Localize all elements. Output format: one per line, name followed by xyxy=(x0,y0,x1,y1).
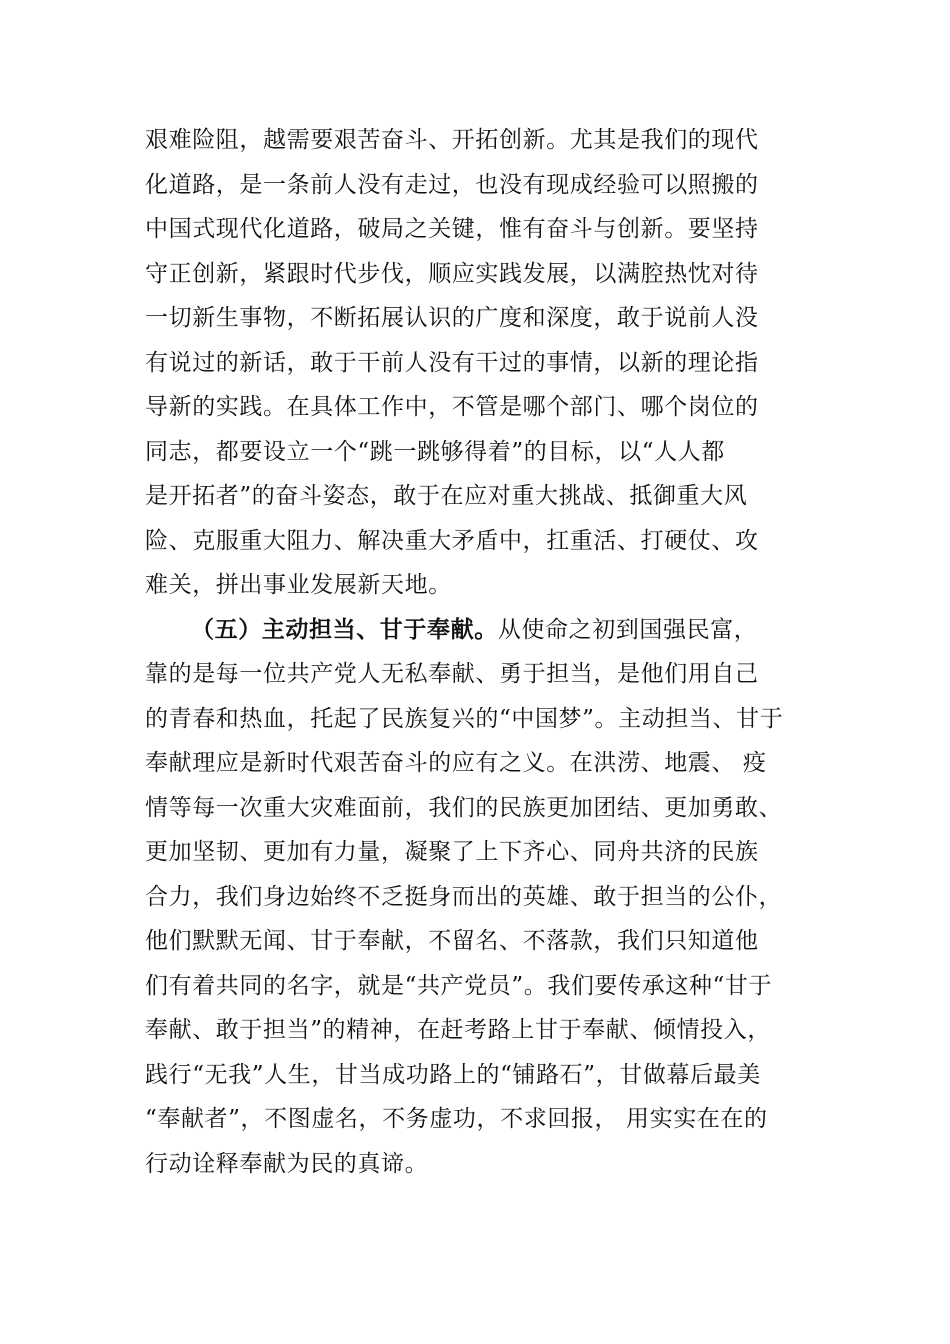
text-line: 有说过的新话，敢于干前人没有干过的事情，以新的理论指 xyxy=(145,349,759,376)
text-line: 是开拓者”的奋斗姿态，敢于在应对重大挑战、抵御重大风 xyxy=(145,483,748,509)
text-line: “奉献者”，不图虚名，不务虚功，不求回报， 用实实在在的 xyxy=(145,1106,768,1132)
text-line: 守正创新，紧跟时代步伐，顺应实践发展，以满腔热忱对待 xyxy=(145,260,759,287)
text-line: 中国式现代化道路，破局之关键，惟有奋斗与创新。要坚持 xyxy=(145,216,759,242)
text-line: 一切新生事物，不断拓展认识的广度和深度，敢于说前人没 xyxy=(145,305,759,331)
text-line: 难关，拼出事业发展新天地。 xyxy=(145,572,452,598)
paragraph-first-line xyxy=(145,608,815,653)
text-line: 更加坚韧、更加有力量，凝聚了上下齐心、同舟共济的民族 xyxy=(145,839,759,865)
text-line: 他们默默无闻、甘于奉献，不留名、不落款，我们只知道他 xyxy=(145,928,759,954)
text-line: 奉献理应是新时代艰苦奋斗的应有之义。在洪涝、地震、 疫 xyxy=(145,750,767,776)
text-run: 从使命之初到国强民富， xyxy=(497,616,758,643)
text-line: 的青春和热血，托起了民族复兴的“中国梦”。主动担当、甘于 xyxy=(145,705,784,732)
text-line: 化道路，是一条前人没有走过，也没有现成经验可以照搬的 xyxy=(145,171,759,198)
text-line: 行动诠释奉献为民的真谛。 xyxy=(145,1150,429,1177)
text-line: 奉献、敢于担当”的精神，在赶考路上甘于奉献、倾情投入， xyxy=(145,1017,771,1043)
text-line: 靠的是每一位共产党人无私奉献、勇于担当，是他们用自己 xyxy=(145,661,759,687)
text-line: 导新的实践。在具体工作中，不管是哪个部门、哪个岗位的 xyxy=(145,394,759,420)
text-line: 合力，我们身边始终不乏挺身而出的英雄、敢于担当的公仆， xyxy=(145,883,783,910)
text-line: 们有着共同的名字，就是“共产党员”。我们要传承这种“甘于 xyxy=(145,972,773,999)
body-text xyxy=(145,118,815,1186)
text-line: 同志，都要设立一个“跳一跳够得着”的目标，以“人人都 xyxy=(145,438,725,465)
text-line: 践行“无我”人生，甘当成功路上的“铺路石”，甘做幕后最美 xyxy=(145,1061,761,1088)
text-line: 情等每一次重大灾难面前，我们的民族更加团结、更加勇敢、 xyxy=(145,794,783,821)
text-line: 艰难险阻，越需要艰苦奋斗、开拓创新。尤其是我们的现代 xyxy=(145,127,759,153)
section-heading: （五）主动担当、甘于奉献。 xyxy=(191,616,498,643)
text-line: 险、克服重大阻力、解决重大矛盾中，扛重活、打硬仗、攻 xyxy=(145,527,759,554)
